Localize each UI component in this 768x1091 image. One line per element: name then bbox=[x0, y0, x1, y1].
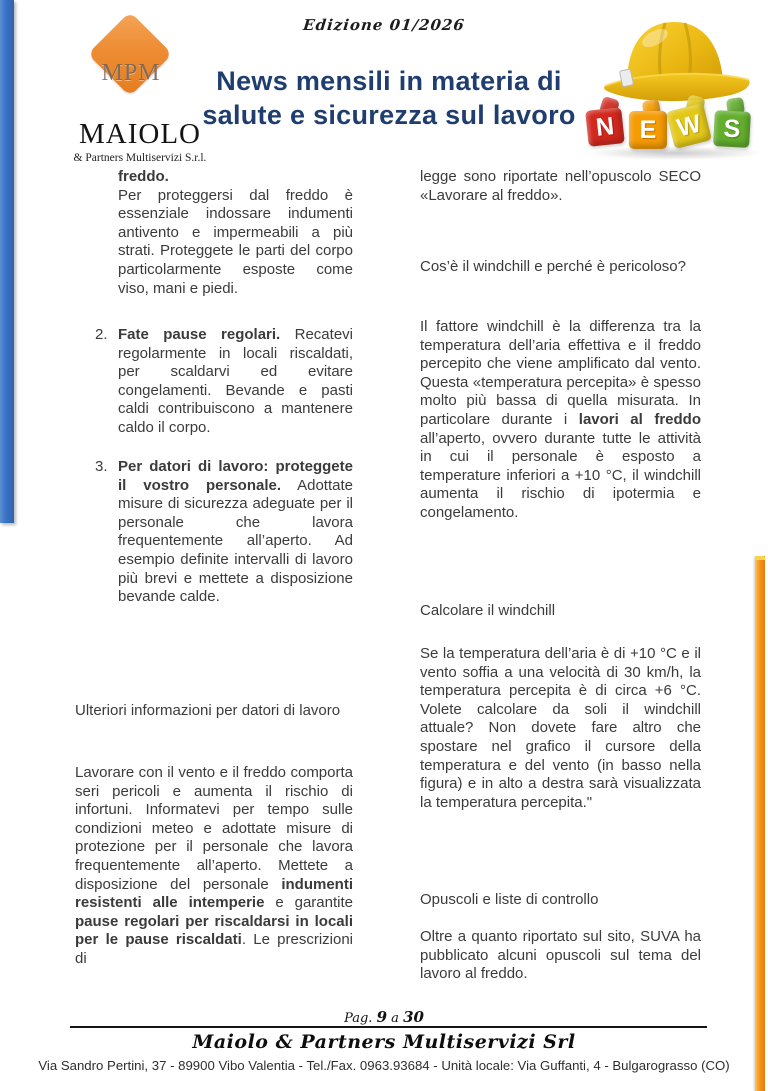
section-heading-windchill: Cos’è il windchill e perché è pericoloso? bbox=[420, 258, 686, 275]
news-cube-s bbox=[713, 110, 751, 148]
footer-divider bbox=[70, 1026, 707, 1028]
left-column bbox=[75, 168, 353, 1028]
list-item-3 bbox=[75, 458, 353, 607]
footer-company-name: Maiolo & Partners Multiservizi Srl bbox=[192, 1031, 576, 1053]
news-cube-letter: N bbox=[594, 111, 616, 142]
right-column bbox=[420, 168, 701, 1028]
list-item-text: Fate pause regolari. Recatevi regolarmente in locali riscaldati, per scaldarvi ed evitare congelamenti. Bevande e pasti caldi contribuiscono a mantenere caldo il corpo. bbox=[118, 326, 353, 436]
list-item-text: Per datori di lavoro: proteggete il vostro personale. Adottate misure di sicurezza adeguate per il personale che lavora frequentemente all’aperto. Ad esempio definite intervalli di lavoro più brevi e mettete a disposizione bevande calde. bbox=[118, 458, 353, 606]
paragraph-windchill: Il fattore windchill è la differenza tra la temperatura dell’aria effettiva e il freddo percepito che viene amplificato dal vento. Questa «temperatura percepita» è spesso molto più bassa di quella misurata. In particolare durante i lavori al freddo all’aperto, ovvero durante tutte le attività in cui il personale è esposto a temperature inferiori a +10 °C, il windchill aumenta il rischio di ipotermia e congelamento. bbox=[420, 318, 701, 521]
page-title bbox=[168, 64, 610, 132]
hard-hat-icon bbox=[597, 10, 757, 106]
paragraph-employers: Lavorare con il vento e il freddo comporta seri pericoli e aumenta il rischio di infortuni. Informatevi per tempo sulle condizioni meteo e adottate misure di protezione per il personale che lavora frequentemente all’aperto. Mettete a disposizione del personale indumenti resistenti alle intemperie e garantite pause regolari per riscaldarsi in locali per le pause riscaldati. Le prescrizioni di bbox=[75, 764, 354, 967]
news-cube-w bbox=[666, 103, 712, 149]
page-number bbox=[0, 1008, 768, 1026]
page-number-current: 9 bbox=[376, 1008, 388, 1026]
paragraph-opuscoli: Oltre a quanto riportato sul sito, SUVA ha pubblicato alcuni opuscoli sul tema del lavoro al freddo. bbox=[420, 928, 701, 983]
news-cube-letter: E bbox=[639, 115, 657, 144]
logo-subtitle: & Partners Multiservizi S.r.l. bbox=[73, 152, 207, 164]
page-title-line2: salute e sicurezza sul lavoro bbox=[202, 100, 576, 130]
list-item-lead: freddo. bbox=[118, 168, 169, 185]
page-number-sep: a bbox=[391, 1011, 399, 1026]
list-item-1-continuation bbox=[75, 168, 353, 298]
news-graphic bbox=[585, 10, 765, 162]
news-cube-letter: S bbox=[722, 114, 742, 143]
page-title-line1: News mensili in materia di bbox=[216, 66, 562, 96]
news-cube-letter: W bbox=[674, 109, 704, 142]
page-number-total: 30 bbox=[403, 1008, 424, 1026]
edition-label: Edizione 01/2026 bbox=[302, 16, 466, 34]
list-item-number: 3. bbox=[95, 458, 108, 475]
news-cube-e bbox=[629, 111, 667, 149]
section-heading-employers: Ulteriori informazioni per datori di lavoro bbox=[75, 702, 341, 719]
section-heading-opuscoli: Opuscoli e liste di controllo bbox=[420, 891, 599, 908]
news-cube-n bbox=[585, 107, 625, 147]
list-item-number: 2. bbox=[95, 326, 108, 343]
list-item-text: Per proteggersi dal freddo è essenziale indossare indumenti antivento e impermeabili a più strati. Proteggete le parti del corpo particolarmente esposte come viso, mani e piedi. bbox=[118, 186, 353, 297]
left-accent-bar bbox=[0, 0, 14, 523]
logo-company-name: MAIOLO bbox=[79, 118, 201, 150]
footer-address: Via Sandro Pertini, 37 - 89900 Vibo Valentia - Tel./Fax. 0963.93684 - Unità locale: Via Guffanti, 4 - Bulgarograsso (CO) bbox=[38, 1058, 730, 1073]
news-shadow bbox=[585, 146, 765, 160]
page-number-label: Pag. bbox=[344, 1011, 373, 1026]
section-heading-calcolare: Calcolare il windchill bbox=[420, 602, 556, 619]
paragraph-law-continuation: legge sono riportate nell’opuscolo SECO «Lavorare al freddo». bbox=[420, 168, 701, 204]
logo-monogram: MPM bbox=[101, 60, 161, 86]
list-item-2 bbox=[75, 326, 353, 438]
paragraph-calcolare: Se la temperatura dell’aria è di +10 °C e il vento soffia a una velocità di 30 km/h, la temperatura percepita è di circa +6 °C. Volete calcolare da soli il windchill attuale? Non dovete fare altro che spostare nel grafico il cursore della temperatura e del vento (in basso nella figura) e in alto a destra sarà visualizzata la temperatura percepita." bbox=[420, 645, 701, 811]
